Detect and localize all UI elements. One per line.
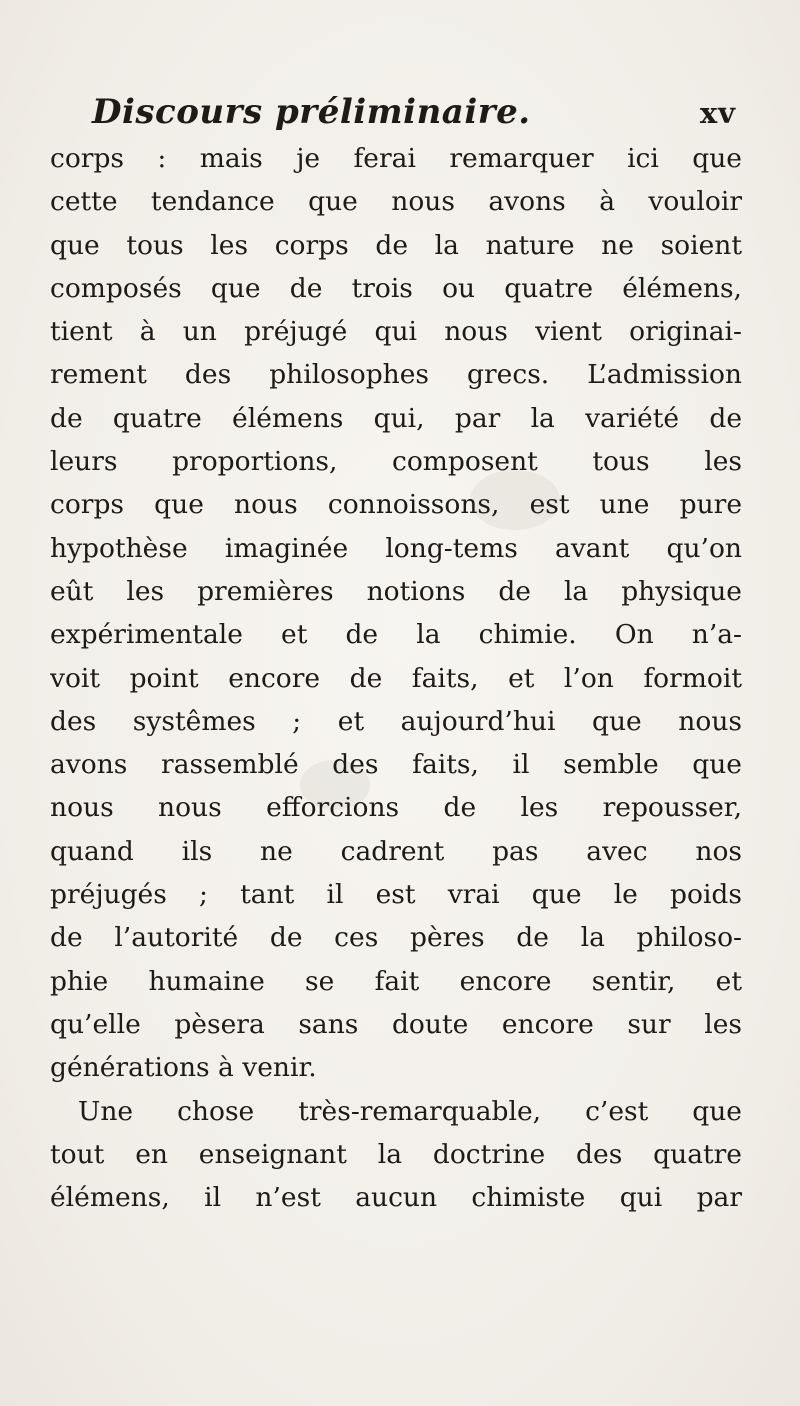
text-line: leurs proportions, composent tous les bbox=[50, 446, 742, 478]
text-line: voit point encore de faits, et l’on formoit bbox=[50, 662, 742, 694]
page-number: xv bbox=[699, 96, 736, 130]
text-line: tout en enseignant la doctrine des quatre bbox=[50, 1138, 742, 1170]
text-line: des systêmes ; et aujourd’hui que nous bbox=[50, 705, 742, 737]
text-line: corps que nous connoissons, est une pure bbox=[50, 489, 742, 521]
text-line: que tous les corps de la nature ne soient bbox=[50, 229, 742, 261]
text-line: corps : mais je ferai remarquer ici que bbox=[50, 143, 742, 174]
text-line: hypothèse imaginée long-tems avant qu’on bbox=[50, 532, 742, 564]
text-line: quand ils ne cadrent pas avec nos bbox=[50, 835, 742, 867]
text-line: eût les premières notions de la physique bbox=[50, 575, 742, 607]
text-line: préjugés ; tant il est vrai que le poids bbox=[50, 879, 742, 911]
text-line: élémens, il n’est aucun chimiste qui par bbox=[50, 1182, 742, 1214]
text-line: cette tendance que nous avons à vouloir bbox=[50, 186, 742, 218]
paragraph-start-line: Une chose très-remarquable, c’est que bbox=[78, 1095, 742, 1127]
text-line: rement des philosophes grecs. L’admission bbox=[50, 359, 742, 391]
text-line: générations à venir. bbox=[50, 1052, 317, 1084]
text-line: composés que de trois ou quatre élémens, bbox=[50, 272, 742, 304]
text-line: tient à un préjugé qui nous vient originai- bbox=[50, 316, 742, 348]
running-title: Discours préliminaire. bbox=[92, 92, 531, 132]
text-line: qu’elle pèsera sans doute encore sur les bbox=[50, 1008, 742, 1040]
text-line: phie humaine se fait encore sentir, et bbox=[50, 965, 742, 997]
text-line: avons rassemblé des faits, il semble que bbox=[50, 749, 742, 781]
text-line: de l’autorité de ces pères de la philoso- bbox=[50, 922, 742, 954]
text-line: de quatre élémens qui, par la variété de bbox=[50, 402, 742, 434]
text-line: nous nous efforcions de les repousser, bbox=[50, 792, 742, 824]
text-line: expérimentale et de la chimie. On n’a- bbox=[50, 619, 742, 651]
body-text bbox=[50, 137, 742, 1219]
